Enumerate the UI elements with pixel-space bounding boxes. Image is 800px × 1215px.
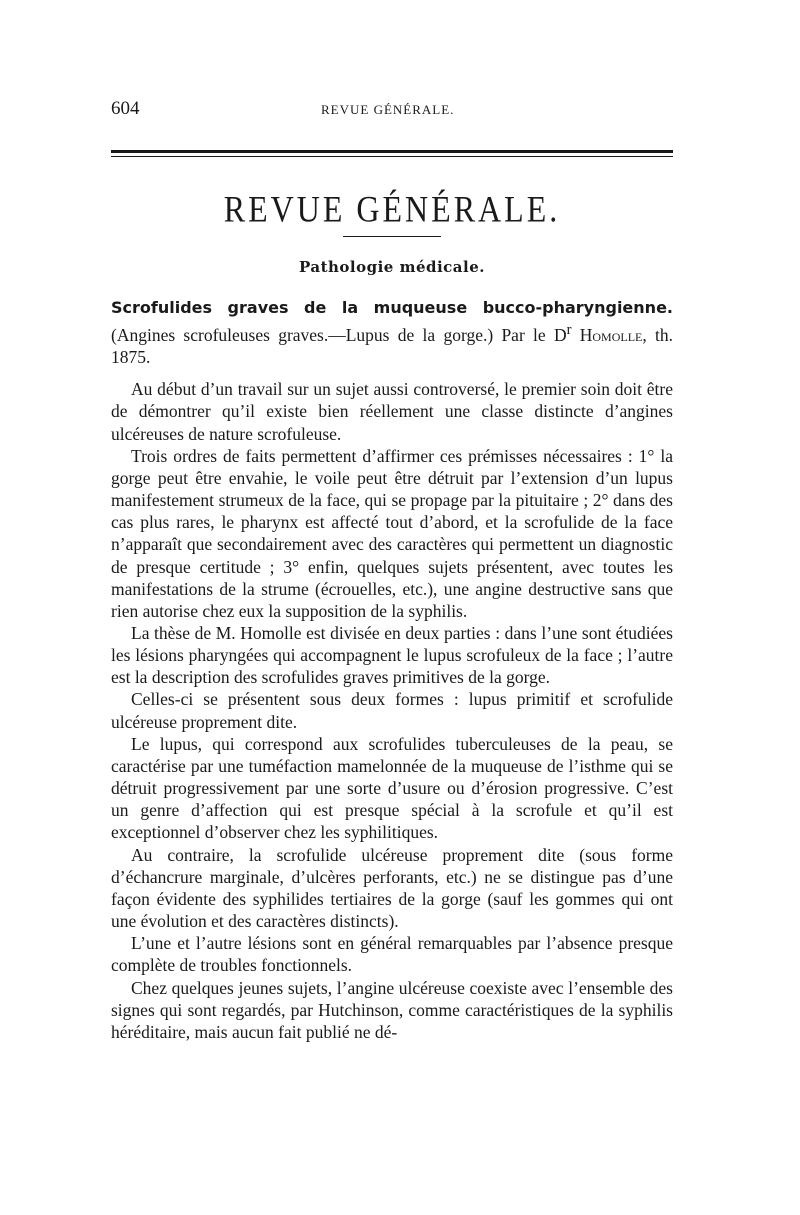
paragraph: Celles-ci se présentent sous deux formes : lupus primitif et scrofulide ulcéreuse proprement dite. [111, 689, 673, 732]
paragraph: Le lupus, qui correspond aux scrofulides tuberculeuses de la peau, se caractérise par une tuméfaction mamelonnée de la muqueuse de l’isthme qui se détruit progressivement par une sorte d’usure ou d’érosion progressive. C’est un genre d’affection qui est presque spécial à la scrofule et qu’il est exceptionnel d’observer chez les syphilitiques. [111, 733, 673, 843]
article-title: Scrofulides graves de la muqueuse bucco-pharyngienne. [111, 298, 673, 317]
article-reference: , th. 1875. [111, 324, 673, 368]
author-title-sup: r [566, 322, 572, 339]
article-author: Homolle [579, 324, 643, 345]
article-heading [111, 296, 673, 368]
header-rule-thin [111, 156, 673, 157]
main-title: REVUE GÉNÉRALE. [223, 188, 561, 230]
article-body [111, 296, 673, 1043]
title-divider [343, 236, 441, 237]
paragraph: La thèse de M. Homolle est divisée en deux parties : dans l’une sont étudiées les lésions pharyngées qui accompagnent le lupus scrofuleux de la face ; l’autre est la description des scrofulides graves primitives de la gorge. [111, 623, 673, 688]
paragraph: Trois ordres de faits permettent d’affirmer ces prémisses nécessaires : 1° la gorge peut être envahie, le voile peut être détruit par l’extension d’un lupus manifestement strumeux de la face, qui se propage par la pituitaire ; 2° dans des cas plus rares, le pharynx est affecté tout d’abord, et la scrofulide de la face n’apparaît que secondairement avec des caractères qui permettent un diagnostic de presque certitude ; 3° enfin, quelques sujets présentent, avec toutes les manifestations de la strume (écrouelles, etc.), une angine destructive sans que rien autorise chez eux la supposition de la syphilis. [111, 445, 673, 621]
paragraph: Au contraire, la scrofulide ulcéreuse proprement dite (sous forme d’échancrure marginale, d’ulcères perforants, etc.) ne se distingue pas d’une façon évidente des syphilides tertiaires de la gorge (sauf les gommes qui ont une évolution et des caractères distincts). [111, 844, 673, 932]
running-head [111, 98, 673, 122]
paragraph: L’une et l’autre lésions sont en général remarquables par l’absence presque complète de troubles fonctionnels. [111, 933, 673, 976]
running-title: REVUE GÉNÉRALE. [321, 102, 455, 117]
section-title: Pathologie médicale. [298, 258, 485, 276]
article-subtitle: (Angines scrofuleuses graves.—Lupus de la gorge.) Par le D [111, 324, 567, 345]
paragraph: Au début d’un travail sur un sujet aussi controversé, le premier soin doit être de démontrer qu’il existe bien réellement une classe distincte d’angines ulcéreuses de nature scrofuleuse. [111, 379, 673, 444]
paragraph: Chez quelques jeunes sujets, l’angine ulcéreuse coexiste avec l’ensemble des signes qui sont regardés, par Hutchinson, comme caractéristiques de la syphilis héréditaire, mais aucun fait publié ne dé- [111, 977, 673, 1042]
header-rule-thick [111, 150, 673, 153]
page-number: 604 [111, 98, 140, 119]
